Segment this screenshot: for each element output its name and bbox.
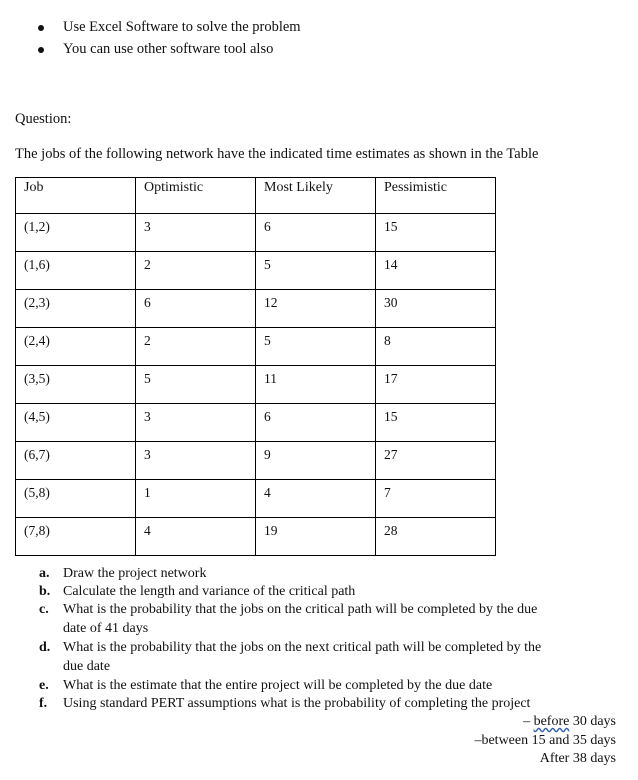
table-row	[16, 290, 496, 328]
question-heading: Question:	[15, 111, 72, 127]
table-row	[16, 328, 496, 366]
cell-optimistic: 1	[136, 480, 256, 518]
cell-most-likely: 4	[256, 480, 376, 518]
sub-option-prefix: –	[523, 714, 534, 729]
header-pessimistic: Pessimistic	[376, 178, 496, 214]
question-letter: a.	[39, 566, 50, 581]
table-header-row	[16, 178, 496, 214]
cell-most-likely: 19	[256, 518, 376, 556]
table-row	[16, 366, 496, 404]
cell-optimistic: 3	[136, 404, 256, 442]
bullet-item: You can use other software tool also	[63, 41, 274, 57]
cell-pessimistic: 15	[376, 404, 496, 442]
table-row	[16, 404, 496, 442]
question-text: What is the probability that the jobs on the next critical path will be completed by the	[63, 640, 542, 655]
intro-text: The jobs of the following network have the indicated time estimates as shown in the Table	[15, 146, 539, 162]
cell-job: (6,7)	[16, 442, 136, 480]
table-row	[16, 518, 496, 556]
sub-option-after: After 38 days	[539, 751, 616, 766]
question-letter: b.	[39, 584, 51, 599]
cell-pessimistic: 17	[376, 366, 496, 404]
question-letter: e.	[39, 678, 49, 693]
cell-pessimistic: 15	[376, 214, 496, 252]
cell-job: (7,8)	[16, 518, 136, 556]
cell-job: (1,2)	[16, 214, 136, 252]
question-text: What is the probability that the jobs on the critical path will be completed by the due	[63, 602, 538, 617]
cell-optimistic: 2	[136, 252, 256, 290]
cell-optimistic: 3	[136, 442, 256, 480]
question-letter: c.	[39, 602, 49, 617]
cell-optimistic: 6	[136, 290, 256, 328]
header-most-likely: Most Likely	[256, 178, 376, 214]
question-text-continued: date of 41 days	[63, 621, 149, 636]
cell-optimistic: 5	[136, 366, 256, 404]
question-text: Draw the project network	[63, 566, 207, 581]
cell-job: (3,5)	[16, 366, 136, 404]
cell-most-likely: 12	[256, 290, 376, 328]
bullet-dot	[38, 47, 44, 53]
question-text-continued: due date	[63, 659, 111, 674]
cell-job: (5,8)	[16, 480, 136, 518]
question-letter: f.	[39, 696, 48, 711]
bullet-item: Use Excel Software to solve the problem	[63, 19, 301, 35]
cell-job: (4,5)	[16, 404, 136, 442]
cell-pessimistic: 8	[376, 328, 496, 366]
cell-most-likely: 9	[256, 442, 376, 480]
cell-job: (2,4)	[16, 328, 136, 366]
table-row	[16, 214, 496, 252]
question-text: What is the estimate that the entire project will be completed by the due date	[63, 678, 493, 693]
cell-optimistic: 2	[136, 328, 256, 366]
time-estimates-table	[15, 177, 496, 556]
cell-job: (2,3)	[16, 290, 136, 328]
sub-option-between: –between 15 and 35 days	[474, 733, 616, 748]
question-text: Using standard PERT assumptions what is the probability of completing the project	[63, 696, 531, 711]
cell-pessimistic: 30	[376, 290, 496, 328]
table-row	[16, 480, 496, 518]
cell-most-likely: 6	[256, 404, 376, 442]
table-row	[16, 442, 496, 480]
cell-job: (1,6)	[16, 252, 136, 290]
question-letter: d.	[39, 640, 51, 655]
sub-option-before	[523, 714, 616, 730]
header-job: Job	[16, 178, 136, 214]
cell-most-likely: 11	[256, 366, 376, 404]
table-row	[16, 252, 496, 290]
sub-option-suffix: 30 days	[569, 714, 616, 729]
sub-option-keyword: before	[533, 714, 570, 729]
bullet-dot	[38, 25, 44, 31]
question-text: Calculate the length and variance of the critical path	[63, 584, 356, 599]
cell-most-likely: 6	[256, 214, 376, 252]
cell-optimistic: 4	[136, 518, 256, 556]
header-optimistic: Optimistic	[136, 178, 256, 214]
cell-optimistic: 3	[136, 214, 256, 252]
cell-most-likely: 5	[256, 328, 376, 366]
cell-pessimistic: 7	[376, 480, 496, 518]
cell-pessimistic: 28	[376, 518, 496, 556]
cell-pessimistic: 27	[376, 442, 496, 480]
cell-most-likely: 5	[256, 252, 376, 290]
cell-pessimistic: 14	[376, 252, 496, 290]
